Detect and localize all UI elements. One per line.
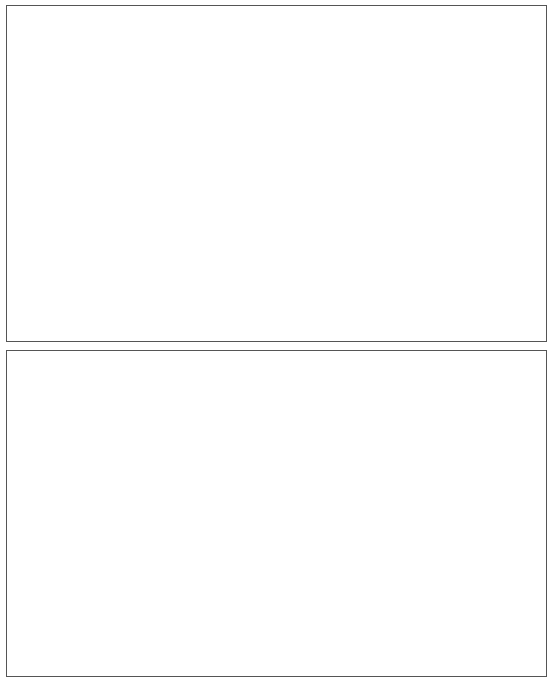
- spec-table-2: [6, 350, 547, 677]
- spec-table-1: [6, 5, 547, 342]
